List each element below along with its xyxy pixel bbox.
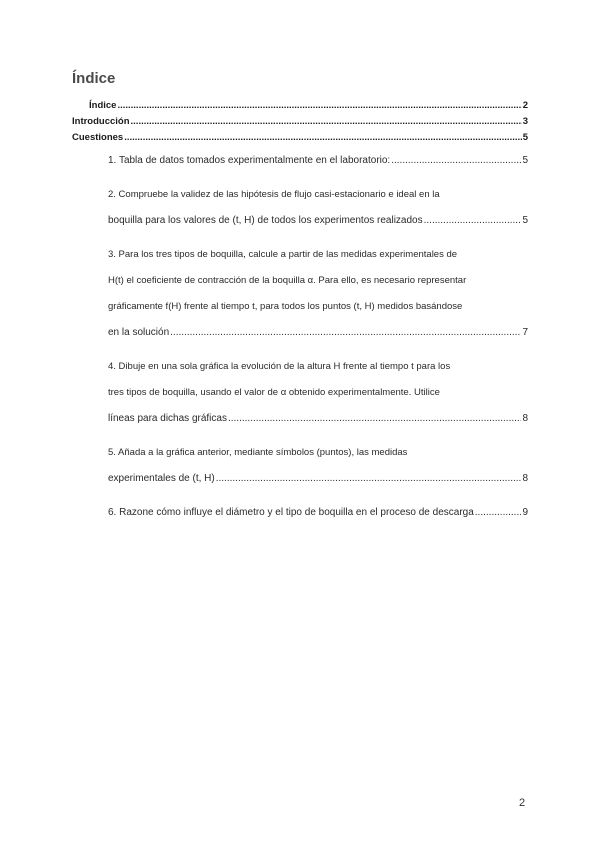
toc-entry-label: Cuestiones bbox=[72, 132, 124, 143]
toc-entry-page: 5 bbox=[522, 132, 528, 143]
toc-subentry-page: 5 bbox=[522, 155, 528, 166]
toc-leader-dots bbox=[117, 98, 521, 114]
toc-entry-label: Introducción bbox=[72, 116, 130, 127]
toc-subentry-2[interactable] bbox=[72, 182, 528, 234]
toc-subentry-3[interactable] bbox=[72, 242, 528, 346]
toc-subentry-4[interactable] bbox=[72, 354, 528, 432]
toc-subentry-text: 1. Tabla de datos tomados experimentalmente en el laboratorio: bbox=[108, 155, 391, 166]
toc-subentry-text: gráficamente f(H) frente al tiempo t, para todos los puntos (t, H) medidos basándose bbox=[108, 301, 463, 312]
toc-subentry-text: 2. Compruebe la validez de las hipótesis de flujo casi-estacionario e ideal en la bbox=[108, 189, 440, 200]
toc-leader-dots bbox=[170, 320, 521, 346]
toc-subentry-page: 7 bbox=[522, 327, 528, 338]
toc-entry-cuestiones[interactable] bbox=[72, 130, 528, 146]
toc-leader-dots bbox=[228, 406, 521, 432]
toc-entry-indice[interactable] bbox=[72, 98, 528, 114]
toc-subentry-text: experimentales de (t, H) bbox=[108, 473, 215, 484]
toc-heading: Índice bbox=[72, 70, 116, 87]
toc-entry-page: 2 bbox=[522, 100, 528, 111]
toc-subentry-text: tres tipos de boquilla, usando el valor de α obtenido experimentalmente. Utilice bbox=[108, 387, 440, 398]
toc-subentry-text: 4. Dibuje en una sola gráfica la evolución de la altura H frente al tiempo t para los bbox=[108, 361, 451, 372]
toc-subentry-6[interactable] bbox=[72, 500, 528, 526]
toc-leader-dots bbox=[131, 114, 522, 130]
toc-subentry-text: en la solución bbox=[108, 327, 170, 338]
toc-subentry-page: 8 bbox=[522, 473, 528, 484]
toc-subentry-text: 6. Razone cómo influye el diámetro y el tipo de boquilla en el proceso de descarga bbox=[108, 507, 474, 518]
toc-subentry-page: 9 bbox=[522, 507, 528, 518]
toc-subentry-page: 5 bbox=[522, 215, 528, 226]
table-of-contents bbox=[72, 98, 528, 526]
toc-entry-introduccion[interactable] bbox=[72, 114, 528, 130]
toc-subentry-1[interactable] bbox=[72, 148, 528, 174]
toc-leader-dots bbox=[124, 130, 521, 146]
toc-entry-page: 3 bbox=[522, 116, 528, 127]
toc-subentry-text: boquilla para los valores de (t, H) de todos los experimentos realizados bbox=[108, 215, 423, 226]
toc-subentry-text: H(t) el coeficiente de contracción de la boquilla α. Para ello, es necesario representar bbox=[108, 275, 467, 286]
toc-subentry-page: 8 bbox=[522, 413, 528, 424]
toc-leader-dots bbox=[424, 208, 522, 234]
toc-subentry-5[interactable] bbox=[72, 440, 528, 492]
page-number: 2 bbox=[519, 797, 526, 809]
toc-leader-dots bbox=[216, 466, 522, 492]
toc-subentry-text: 5. Añada a la gráfica anterior, mediante símbolos (puntos), las medidas bbox=[108, 447, 408, 458]
toc-subentry-text: 3. Para los tres tipos de boquilla, calcule a partir de las medidas experimentales de bbox=[108, 249, 458, 260]
toc-subentry-text: líneas para dichas gráficas bbox=[108, 413, 227, 424]
toc-entry-label: Índice bbox=[89, 100, 117, 111]
toc-leader-dots bbox=[475, 500, 522, 526]
toc-leader-dots bbox=[391, 148, 521, 174]
